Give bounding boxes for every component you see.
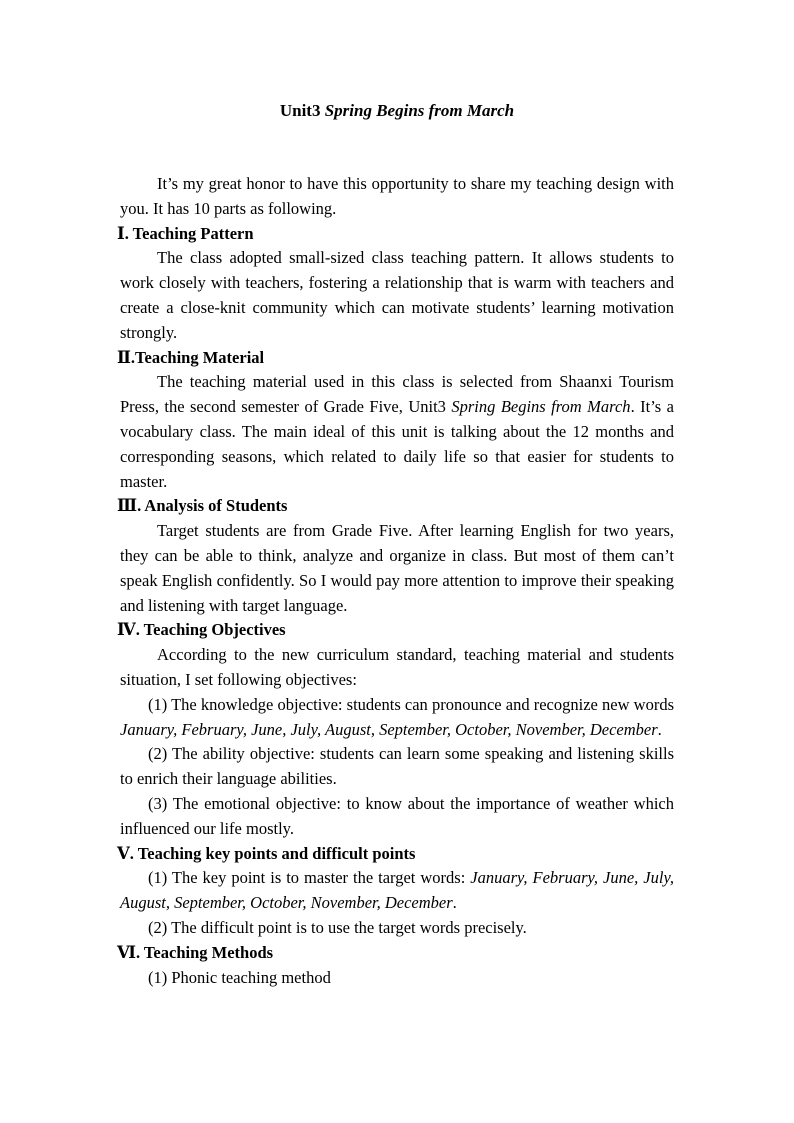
objective-knowledge xyxy=(120,693,674,743)
key-point-text-a: (1) The key point is to master the target words: xyxy=(148,868,471,888)
teaching-objectives-paragraph: According to the new curriculum standard, teaching material and students situation, I set following objectives: xyxy=(120,645,674,689)
teaching-pattern-paragraph: The class adopted small-sized class teaching pattern. It allows students to work closely with teachers, fostering a relationship that is warm with teachers and create a close-knit community which can motivate students’ learning motivation strongly. xyxy=(120,248,674,342)
section-heading-teaching-methods: Ⅵ. Teaching Methods xyxy=(117,942,274,962)
document-body xyxy=(117,172,674,990)
objective-ability: (2) The ability objective: students can learn some speaking and listening skills to enrich their language abilities. xyxy=(120,744,674,789)
key-point-words: January, February, June, July, August, September, October, November, December xyxy=(120,868,674,913)
teaching-method-phonic: (1) Phonic teaching method xyxy=(148,967,331,987)
objective-emotional: (3) The emotional objective: to know about the importance of weather which influenced our life mostly. xyxy=(120,793,674,838)
title-name: Spring Begins from March xyxy=(324,101,515,120)
difficult-point: (2) The difficult point is to use the target words precisely. xyxy=(148,917,527,937)
section-heading-teaching-material: Ⅱ.Teaching Material xyxy=(117,347,265,367)
document-title xyxy=(0,99,794,123)
teaching-material-text-a: The teaching material used in this class is selected from Shaanxi Tourism Press, the second semester of Grade Five, Unit3 xyxy=(120,372,674,417)
objective-knowledge-text-a: (1) The knowledge objective: students can pronounce and recognize new words xyxy=(148,694,674,714)
intro-paragraph: It’s my great honor to have this opportunity to share my teaching design with you. It has 10 parts as following. xyxy=(120,174,674,218)
title-unit: Unit3 xyxy=(279,101,321,120)
objective-knowledge-words: January, February, June, July, August, September, October, November, December xyxy=(120,719,658,739)
objective-knowledge-text-b: . xyxy=(657,719,662,739)
section-heading-key-points: Ⅴ. Teaching key points and difficult points xyxy=(117,843,416,863)
analysis-of-students-paragraph: Target students are from Grade Five. After learning English for two years, they can be able to think, analyze and organize in class. But most of them can’t speak English confidently. So I would pay more attention to improve their speaking and listening with target language. xyxy=(120,521,674,615)
section-heading-analysis-of-students: Ⅲ. Analysis of Students xyxy=(117,496,288,516)
teaching-material-unit-title: Spring Begins from March xyxy=(451,397,631,417)
teaching-material-paragraph xyxy=(120,370,674,494)
section-heading-teaching-pattern: Ⅰ. Teaching Pattern xyxy=(117,223,254,243)
section-heading-teaching-objectives: Ⅳ. Teaching Objectives xyxy=(117,620,286,640)
key-point-text-b: . xyxy=(452,893,457,913)
teaching-material-text-b: . It’s a vocabulary class. The main ideal of this unit is talking about the 12 months and corresponding seasons, which related to daily life so that easier for students to master. xyxy=(120,397,674,491)
key-point xyxy=(120,866,674,916)
